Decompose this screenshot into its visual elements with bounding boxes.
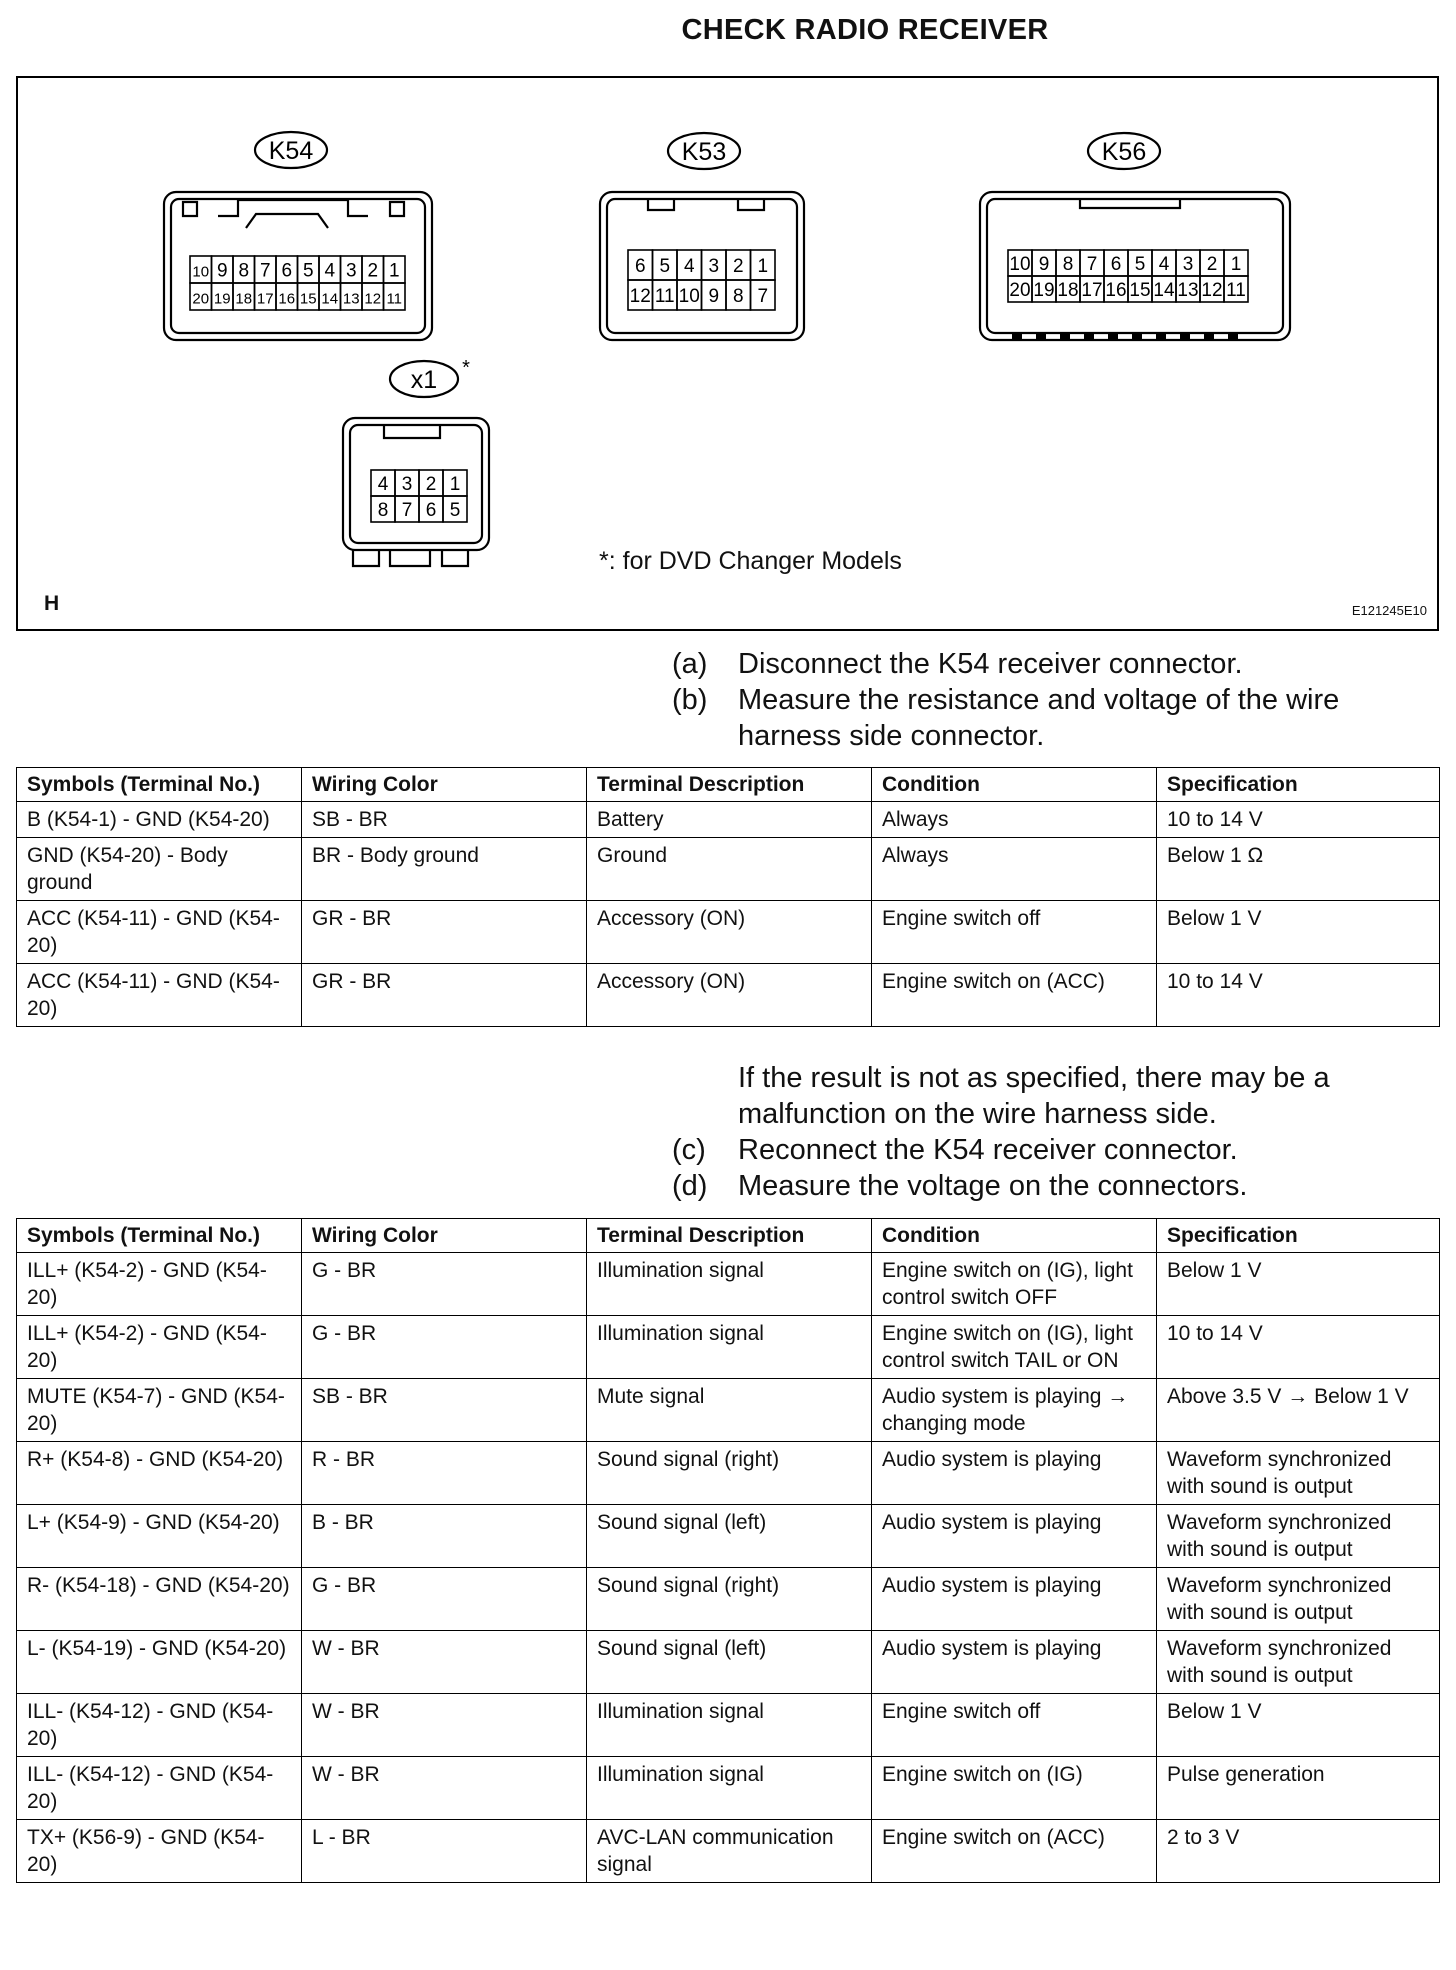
step-c xyxy=(672,1132,1418,1168)
table-cell: L+ (K54-9) - GND (K54-20) xyxy=(17,1505,302,1568)
k56-pin-number: 16 xyxy=(1105,280,1127,301)
table-row xyxy=(17,1505,1440,1568)
table-cell: Engine switch on (IG) xyxy=(872,1757,1157,1820)
table-cell: B - BR xyxy=(302,1505,587,1568)
step-text: Disconnect the K54 receiver connector. xyxy=(738,648,1243,680)
step-text: Measure the resistance and voltage of the wire harness side connector. xyxy=(738,684,1340,752)
connector-figure xyxy=(16,76,1439,631)
column-header: Symbols (Terminal No.) xyxy=(17,768,302,802)
k56-latch-tooth xyxy=(1108,334,1118,340)
k56-pin-number: 9 xyxy=(1038,254,1050,275)
table-cell: Ground xyxy=(587,838,872,901)
table-cell: Audio system is playing xyxy=(872,1442,1157,1505)
k54-pin-number: 15 xyxy=(299,290,317,308)
x1-pin-number: 8 xyxy=(377,500,389,521)
k54-pin-number: 9 xyxy=(216,260,228,282)
x1-pin-number: 2 xyxy=(425,474,437,495)
k54-pin-number: 1 xyxy=(388,260,400,282)
k54-pin-number: 19 xyxy=(213,290,231,308)
table-row xyxy=(17,901,1440,964)
table-cell: Engine switch on (IG), light control switch TAIL or ON xyxy=(872,1316,1157,1379)
step-label: (c) xyxy=(672,1134,706,1166)
table-row xyxy=(17,1820,1440,1883)
column-header: Symbols (Terminal No.) xyxy=(17,1219,302,1253)
table-cell: Waveform synchronized with sound is output xyxy=(1157,1631,1440,1694)
table-cell: GR - BR xyxy=(302,964,587,1027)
table-row xyxy=(17,1631,1440,1694)
connector-voltage-table xyxy=(16,1218,1440,1883)
k53-pin-number: 7 xyxy=(757,286,769,307)
page-title: CHECK RADIO RECEIVER xyxy=(681,14,1049,46)
table-cell: Always xyxy=(872,838,1157,901)
x1-pin-number: 4 xyxy=(377,474,389,495)
table-cell: W - BR xyxy=(302,1757,587,1820)
table-cell: Above 3.5 V → Below 1 V xyxy=(1157,1379,1440,1442)
table-cell: Mute signal xyxy=(587,1379,872,1442)
table-cell: GND (K54-20) - Body ground xyxy=(17,838,302,901)
k56-latch-tooth xyxy=(1228,334,1238,340)
table-cell: MUTE (K54-7) - GND (K54-20) xyxy=(17,1379,302,1442)
k54-pin-number: 13 xyxy=(342,290,360,308)
k56-pin-number: 13 xyxy=(1177,280,1199,301)
table-cell: Engine switch on (ACC) xyxy=(872,964,1157,1027)
column-header: Wiring Color xyxy=(302,1219,587,1253)
table-cell: Engine switch off xyxy=(872,1694,1157,1757)
table-cell: SB - BR xyxy=(302,802,587,838)
table-cell: TX+ (K56-9) - GND (K54-20) xyxy=(17,1820,302,1883)
steps-group-2 xyxy=(672,1060,1418,1204)
k54-pin-number: 11 xyxy=(386,290,403,308)
k53-pin-number: 11 xyxy=(654,286,675,307)
table-cell: G - BR xyxy=(302,1316,587,1379)
x1-label: x1 xyxy=(410,366,438,394)
k54-pin-number: 2 xyxy=(367,260,379,282)
table-cell: Below 1 V xyxy=(1157,1694,1440,1757)
table-row xyxy=(17,1316,1440,1379)
table-row xyxy=(17,802,1440,838)
table-cell: Audio system is playing xyxy=(872,1505,1157,1568)
table-row xyxy=(17,838,1440,901)
table-cell: Accessory (ON) xyxy=(587,901,872,964)
table-cell: ACC (K54-11) - GND (K54-20) xyxy=(17,964,302,1027)
table-cell: 10 to 14 V xyxy=(1157,964,1440,1027)
table-cell: G - BR xyxy=(302,1568,587,1631)
table-cell: Engine switch off xyxy=(872,901,1157,964)
k54-pin-number: 5 xyxy=(302,260,314,282)
k54-pin-number: 14 xyxy=(321,290,339,308)
k56-pin-number: 7 xyxy=(1086,254,1098,275)
resistance-voltage-table xyxy=(16,767,1440,1027)
table-cell: Below 1 V xyxy=(1157,901,1440,964)
table-header-row xyxy=(17,1219,1440,1253)
table-cell: Pulse generation xyxy=(1157,1757,1440,1820)
k53-pin-number: 9 xyxy=(708,286,720,307)
table-cell: ACC (K54-11) - GND (K54-20) xyxy=(17,901,302,964)
table-cell: Sound signal (left) xyxy=(587,1505,872,1568)
step-b xyxy=(672,682,1418,754)
step-note xyxy=(672,1060,1418,1132)
step-label: (d) xyxy=(672,1170,708,1202)
x1-pin-number: 3 xyxy=(401,474,413,495)
k53-label: K53 xyxy=(681,138,727,166)
k53-pin-number: 4 xyxy=(683,256,695,277)
figure-letter: H xyxy=(44,592,60,615)
table-cell: W - BR xyxy=(302,1631,587,1694)
table-cell: ILL- (K54-12) - GND (K54-20) xyxy=(17,1757,302,1820)
k56-latch-tooth xyxy=(1060,334,1070,340)
table-cell: R - BR xyxy=(302,1442,587,1505)
table-cell: L - BR xyxy=(302,1820,587,1883)
step-text: If the result is not as specified, there may be a malfunction on the wire harness side. xyxy=(738,1062,1330,1130)
column-header: Terminal Description xyxy=(587,1219,872,1253)
table-row xyxy=(17,1757,1440,1820)
k54-pin-number: 8 xyxy=(238,260,250,282)
k53-pin-number: 5 xyxy=(659,256,671,277)
steps-group-1 xyxy=(672,646,1418,754)
table-row xyxy=(17,1568,1440,1631)
k56-pin-number: 17 xyxy=(1081,280,1103,301)
k56-latch-tooth xyxy=(1012,334,1022,340)
k56-pin-number: 6 xyxy=(1110,254,1122,275)
table-cell: Waveform synchronized with sound is output xyxy=(1157,1568,1440,1631)
k53-pin-number: 6 xyxy=(634,256,646,277)
table-cell: AVC-LAN communication signal xyxy=(587,1820,872,1883)
k53-pin-number: 1 xyxy=(757,256,769,277)
x1-pin-number: 1 xyxy=(449,474,461,495)
step-text: Reconnect the K54 receiver connector. xyxy=(738,1134,1238,1166)
table-row xyxy=(17,1253,1440,1316)
table-cell: Illumination signal xyxy=(587,1253,872,1316)
x1-pin-number: 7 xyxy=(401,500,413,521)
table-cell: Audio system is playing xyxy=(872,1568,1157,1631)
step-label xyxy=(672,1060,738,1132)
table-cell: L- (K54-19) - GND (K54-20) xyxy=(17,1631,302,1694)
table-row xyxy=(17,964,1440,1027)
step-d xyxy=(672,1168,1418,1204)
k54-pin-number: 4 xyxy=(324,260,336,282)
column-header: Terminal Description xyxy=(587,768,872,802)
table-cell: R+ (K54-8) - GND (K54-20) xyxy=(17,1442,302,1505)
k54-pin-number: 7 xyxy=(259,260,271,282)
table-cell: Below 1 V xyxy=(1157,1253,1440,1316)
k54-pin-number: 12 xyxy=(364,290,382,308)
table-cell: Audio system is playing xyxy=(872,1631,1157,1694)
column-header: Wiring Color xyxy=(302,768,587,802)
table-cell: Battery xyxy=(587,802,872,838)
k53-pin-number: 2 xyxy=(732,256,744,277)
k56-pin-number: 15 xyxy=(1129,280,1151,301)
k56-latch-tooth xyxy=(1180,334,1190,340)
step-label: (a) xyxy=(672,648,708,680)
table-cell: Accessory (ON) xyxy=(587,964,872,1027)
table-cell: Engine switch on (IG), light control switch OFF xyxy=(872,1253,1157,1316)
step-label: (b) xyxy=(672,684,708,716)
column-header: Condition xyxy=(872,1219,1157,1253)
table-cell: Below 1 Ω xyxy=(1157,838,1440,901)
k56-pin-number: 1 xyxy=(1230,254,1242,275)
column-header: Specification xyxy=(1157,768,1440,802)
table-cell: W - BR xyxy=(302,1694,587,1757)
table-cell: Waveform synchronized with sound is output xyxy=(1157,1442,1440,1505)
table-cell: R- (K54-18) - GND (K54-20) xyxy=(17,1568,302,1631)
k56-pin-number: 3 xyxy=(1182,254,1194,275)
k56-pin-number: 19 xyxy=(1033,280,1055,301)
k56-latch-tooth xyxy=(1204,334,1214,340)
table-cell: Engine switch on (ACC) xyxy=(872,1820,1157,1883)
column-header: Specification xyxy=(1157,1219,1440,1253)
table-cell: 2 to 3 V xyxy=(1157,1820,1440,1883)
k56-pin-number: 8 xyxy=(1062,254,1074,275)
k56-latch-tooth xyxy=(1132,334,1142,340)
k56-pin-number: 12 xyxy=(1201,280,1223,301)
table-row xyxy=(17,1442,1440,1505)
table-cell: Illumination signal xyxy=(587,1316,872,1379)
x1-pin-number: 5 xyxy=(449,500,461,521)
k54-pin-number: 16 xyxy=(278,290,296,308)
k56-pin-number: 20 xyxy=(1009,280,1031,301)
k54-pin-number: 6 xyxy=(281,260,293,282)
step-text: Measure the voltage on the connectors. xyxy=(738,1170,1248,1202)
table-cell: Sound signal (right) xyxy=(587,1568,872,1631)
step-a xyxy=(672,646,1418,682)
x1-pin-number: 6 xyxy=(425,500,437,521)
k56-pin-number: 11 xyxy=(1226,280,1246,301)
table-cell: B (K54-1) - GND (K54-20) xyxy=(17,802,302,838)
column-header: Condition xyxy=(872,768,1157,802)
table-cell: BR - Body ground xyxy=(302,838,587,901)
k56-pin-number: 4 xyxy=(1158,254,1170,275)
k54-pin-number: 20 xyxy=(192,290,210,308)
k54-pin-number: 18 xyxy=(235,290,253,308)
k56-pin-number: 10 xyxy=(1009,254,1031,275)
table-cell: Audio system is playing → changing mode xyxy=(872,1379,1157,1442)
k53-pin-number: 10 xyxy=(678,286,700,307)
k56-latch-tooth xyxy=(1084,334,1094,340)
k53-pin-number: 3 xyxy=(708,256,720,277)
figure-image-id: E121245E10 xyxy=(1351,603,1427,618)
table-cell: SB - BR xyxy=(302,1379,587,1442)
table-cell: 10 to 14 V xyxy=(1157,802,1440,838)
k54-pin-number: 3 xyxy=(345,260,357,282)
x1-asterisk: * xyxy=(462,357,470,379)
k56-latch-tooth xyxy=(1156,334,1166,340)
table-cell: G - BR xyxy=(302,1253,587,1316)
table-cell: Illumination signal xyxy=(587,1694,872,1757)
table-cell: GR - BR xyxy=(302,901,587,964)
table-cell: ILL+ (K54-2) - GND (K54-20) xyxy=(17,1316,302,1379)
table-cell: ILL- (K54-12) - GND (K54-20) xyxy=(17,1694,302,1757)
k53-pin-number: 8 xyxy=(732,286,744,307)
k56-pin-number: 18 xyxy=(1057,280,1079,301)
table-cell: 10 to 14 V xyxy=(1157,1316,1440,1379)
k56-pin-number: 2 xyxy=(1206,254,1218,275)
table-cell: Always xyxy=(872,802,1157,838)
table-row xyxy=(17,1379,1440,1442)
k54-label: K54 xyxy=(268,137,314,165)
k56-pin-number: 5 xyxy=(1134,254,1146,275)
k54-pin-number: 10 xyxy=(192,263,210,281)
table-cell: Sound signal (left) xyxy=(587,1631,872,1694)
table-cell: Sound signal (right) xyxy=(587,1442,872,1505)
table-header-row xyxy=(17,768,1440,802)
table-cell: ILL+ (K54-2) - GND (K54-20) xyxy=(17,1253,302,1316)
table-row xyxy=(17,1694,1440,1757)
table-cell: Waveform synchronized with sound is output xyxy=(1157,1505,1440,1568)
table-cell: Illumination signal xyxy=(587,1757,872,1820)
k56-latch-tooth xyxy=(1036,334,1046,340)
k53-pin-number: 12 xyxy=(629,286,651,307)
k54-pin-number: 17 xyxy=(256,290,274,308)
k56-pin-number: 14 xyxy=(1153,280,1175,301)
k56-label: K56 xyxy=(1101,138,1147,166)
figure-note: *: for DVD Changer Models xyxy=(599,547,902,575)
